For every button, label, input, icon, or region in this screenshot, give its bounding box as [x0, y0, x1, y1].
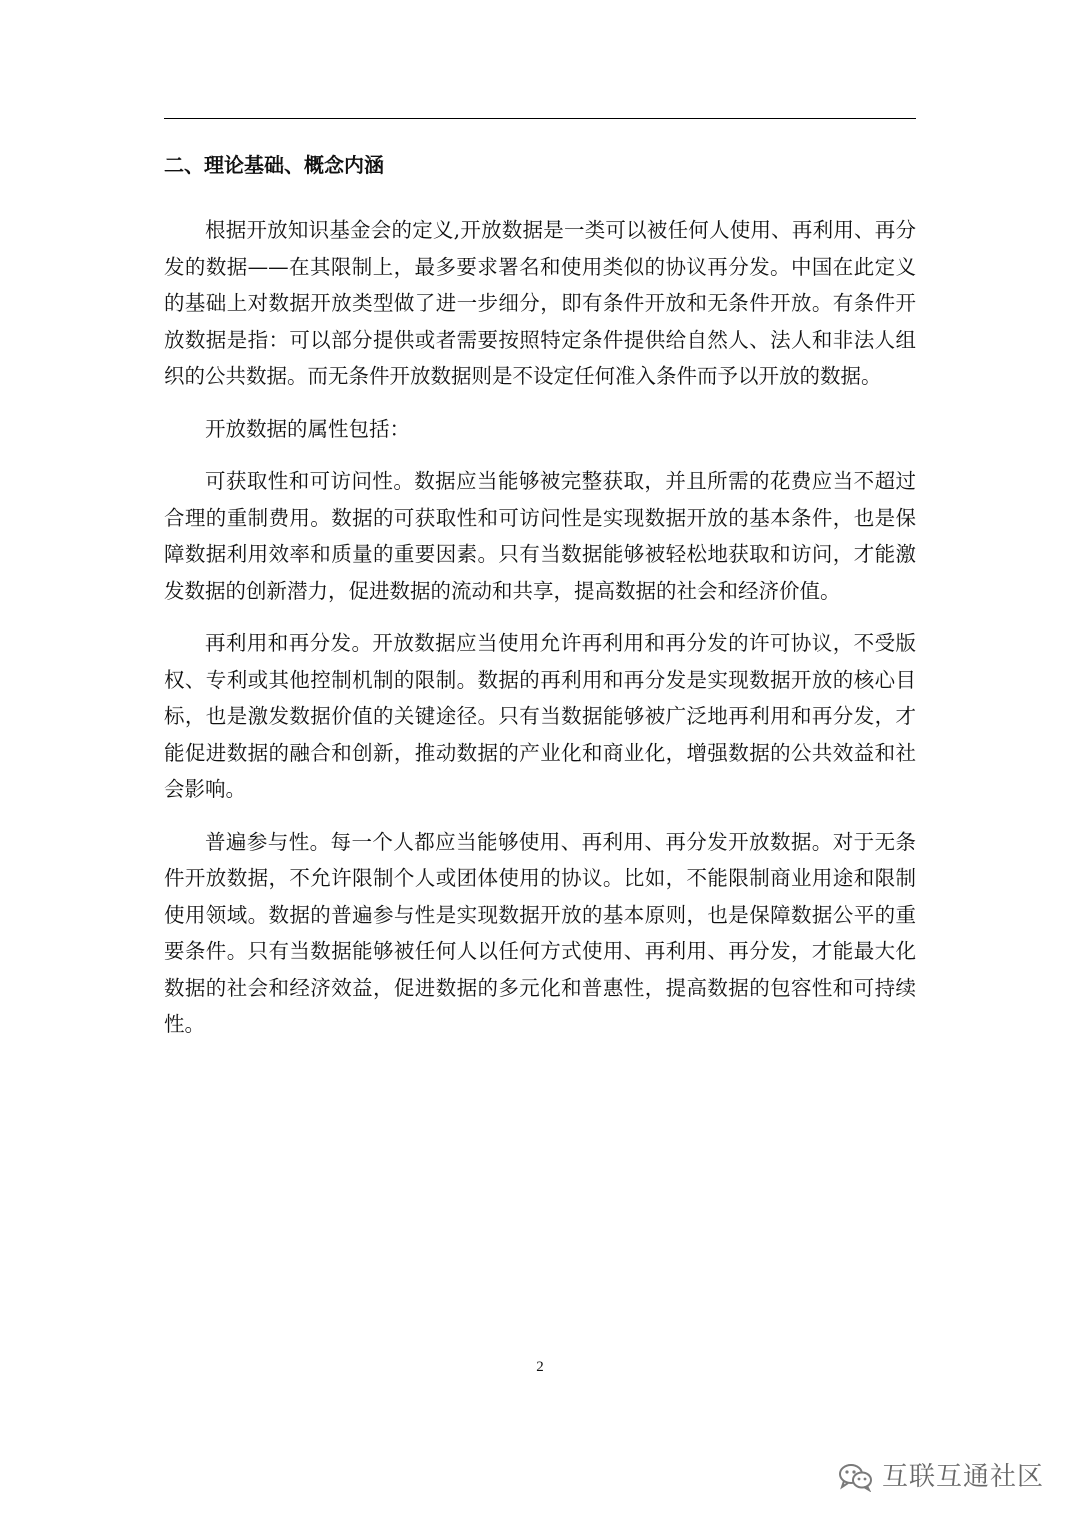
paragraph-definition: 根据开放知识基金会的定义,开放数据是一类可以被任何人使用、再利用、再分发的数据——在其限制上，最多要求署名和使用类似的协议再分发。中国在此定义的基础上对数据开放类型做了进一步细分，即有条件开放和无条件开放。有条件开放数据是指：可以部分提供或者需要按照特定条件提供给自然人、法人和非法人组织的公共数据。而无条件开放数据则是不设定任何准入条件而予以开放的数据。 — [164, 218, 916, 388]
paragraph-accessibility: 可获取性和可访问性。数据应当能够被完整获取，并且所需的花费应当不超过合理的重制费用。数据的可获取性和可访问性是实现数据开放的基本条件，也是保障数据利用效率和质量的重要因素。只有当数据能够被轻松地获取和访问，才能激发数据的创新潜力，促进数据的流动和共享，提高数据的社会和经济价值。 — [164, 469, 916, 603]
wechat-icon — [838, 1462, 874, 1492]
paragraph-attributes-intro: 开放数据的属性包括： — [205, 416, 410, 441]
watermark — [838, 1460, 1044, 1494]
paragraph-universal-participation: 普遍参与性。每一个人都应当能够使用、再利用、再分发开放数据。对于无条件开放数据，不允许限制个人或团体使用的协议。比如，不能限制商业用途和限制使用领域。数据的普遍参与性是实现数据开放的基本原则，也是保障数据公平的重要条件。只有当数据能够被任何人以任何方式使用、再利用、再分发，才能最大化数据的社会和经济效益，促进数据的多元化和普惠性，提高数据的包容性和可持续性。 — [164, 829, 916, 1036]
paragraph-reuse: 再利用和再分发。开放数据应当使用允许再利用和再分发的许可协议，不受版权、专利或其他控制机制的限制。数据的再利用和再分发是实现数据开放的核心目标，也是激发数据价值的关键途径。只有当数据能够被广泛地再利用和再分发，才能促进数据的融合和创新，推动数据的产业化和商业化，增强数据的公共效益和社会影响。 — [164, 631, 916, 801]
page-number: 2 — [536, 1359, 544, 1375]
document-body — [164, 212, 916, 1043]
header-rule — [164, 118, 916, 119]
watermark-text: 互联互通社区 — [881, 1462, 1044, 1492]
section-heading: 二、理论基础、概念内涵 — [164, 153, 384, 177]
